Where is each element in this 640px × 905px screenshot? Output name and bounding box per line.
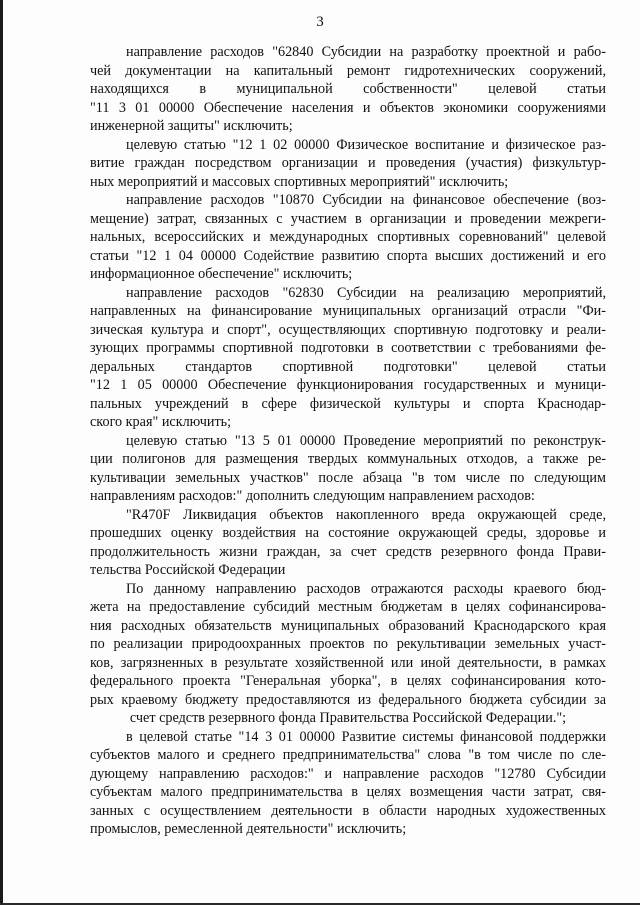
paragraph-line: целевую статью "12 1 02 00000 Физическое воспитание и физическое раз- (126, 136, 606, 153)
paragraph-line: витие граждан посредством организации и проведения (участия) физкультур- (90, 155, 606, 171)
paragraph-line: пальных учреждений в сфере физической культуры и спорта Краснодар- (90, 395, 606, 412)
paragraph-line: тельства Российской Федерации (90, 562, 286, 578)
paragraph-line: субъектов малого и среднего предпринимательства" слова "в том числе по сле- (90, 747, 606, 763)
paragraph-line: деральных стандартов спортивной подготовки" целевой статьи (90, 358, 606, 375)
paragraph-line: по реализации природоохранных проектов по рекультивации земельных участ- (90, 636, 606, 652)
paragraph-line: ния расходных обязательств муниципальных образований Краснодарского края (90, 617, 606, 634)
paragraph-line: жета на предоставление субсидий местным бюджетам в целях софинансирова- (90, 599, 606, 615)
paragraph-line: ков, загрязненных в результате хозяйственной или иной деятельности, в рамках (90, 654, 606, 671)
paragraph (90, 136, 606, 192)
paragraph (90, 432, 606, 506)
paragraph (90, 580, 606, 728)
document-body (90, 43, 606, 839)
paragraph-line: статьи "12 1 04 00000 Содействие развитию спорта высших достижений и его (90, 247, 606, 264)
paragraph (90, 728, 606, 839)
paragraph-line: направленных на финансирование муниципальных организаций отрасли "Фи- (90, 303, 606, 319)
paragraph (90, 284, 606, 432)
paragraph-line: рых краевому бюджету предоставляются из федерального бюджета субсидии за (90, 691, 606, 708)
paragraph-line: прошедших оценку воздействия на состояние окружающей среды, здоровье и (90, 525, 606, 541)
paragraph-line: занных с осуществлением деятельности в области народных художественных (90, 802, 606, 819)
paragraph-line: "11 3 01 00000 Обеспечение населения и объектов экономики сооружениями (90, 99, 606, 116)
paragraph-line: федерального проекта "Генеральная уборка", в целях софинансирования кото- (90, 673, 606, 689)
paragraph-line: в целевой статье "14 3 01 00000 Развитие системы финансовой поддержки (126, 728, 606, 745)
paragraph-line: продолжительность жизни граждан, за счет средств резервного фонда Прави- (90, 543, 606, 560)
paragraph-line: счет средств резервного фонда Правительства Российской Федерации."; (129, 710, 567, 726)
paragraph-line: По данному направлению расходов отражаются расходы краевого бюд- (126, 580, 606, 597)
paragraph-line: "12 1 05 00000 Обеспечение функционирования государственных и муници- (90, 377, 606, 393)
paragraph-line: ных мероприятий и массовых спортивных мероприятий" исключить; (90, 173, 509, 190)
paragraph-line: инженерной защиты" исключить; (90, 118, 293, 134)
paragraph-line: ского края" исключить; (90, 414, 232, 430)
paragraph-line: культивации земельных участков" после абзаца "в том числе по следующим (90, 469, 606, 486)
paragraph-line: направлениям расходов:" дополнить следующим направлением расходов: (90, 488, 535, 504)
paragraph-line: дующему направлению расходов:" и направление расходов "12780 Субсидии (90, 765, 606, 782)
paragraph-line: промыслов, ремесленной деятельности" исключить; (90, 821, 407, 837)
paragraph-line: зующих программы спортивной подготовки в соответствии с требованиями фе- (90, 340, 606, 356)
paragraph-line: субъектам малого предпринимательства в целях возмещения части затрат, свя- (90, 784, 606, 800)
paragraph-line: зическая культура и спорт", осуществляющих спортивную подготовку и реали- (90, 321, 606, 338)
paragraph-line: направление расходов "62840 Субсидии на разработку проектной и рабо- (126, 44, 606, 60)
paragraph-line: направление расходов "62830 Субсидии на реализацию мероприятий, (126, 284, 606, 301)
paragraph-line: нальных, всероссийских и международных спортивных соревнований" целевой (90, 229, 606, 245)
paragraph-line: находящихся в муниципальной собственности" целевой статьи (90, 81, 606, 97)
paragraph-line: информационное обеспечение" исключить; (90, 266, 353, 282)
paragraph-line: ции полигонов для размещения твердых коммунальных отходов, а также ре- (90, 451, 606, 467)
paragraph (90, 191, 606, 284)
paragraph (90, 506, 606, 580)
page-number: 3 (316, 14, 324, 30)
paragraph-line: чей документации на капитальный ремонт гидротехнических сооружений, (90, 62, 606, 79)
paragraph (90, 43, 606, 136)
paragraph-line: целевую статью "13 5 01 00000 Проведение мероприятий по реконструк- (126, 432, 606, 449)
scan-edge-left (0, 0, 3, 905)
paragraph-line: мещение) затрат, связанных с участием в организации и проведении межреги- (90, 210, 606, 227)
paragraph-line: направление расходов "10870 Субсидии на финансовое обеспечение (воз- (126, 192, 606, 208)
paragraph-line: "R470F Ликвидация объектов накопленного вреда окружающей среде, (126, 506, 606, 523)
